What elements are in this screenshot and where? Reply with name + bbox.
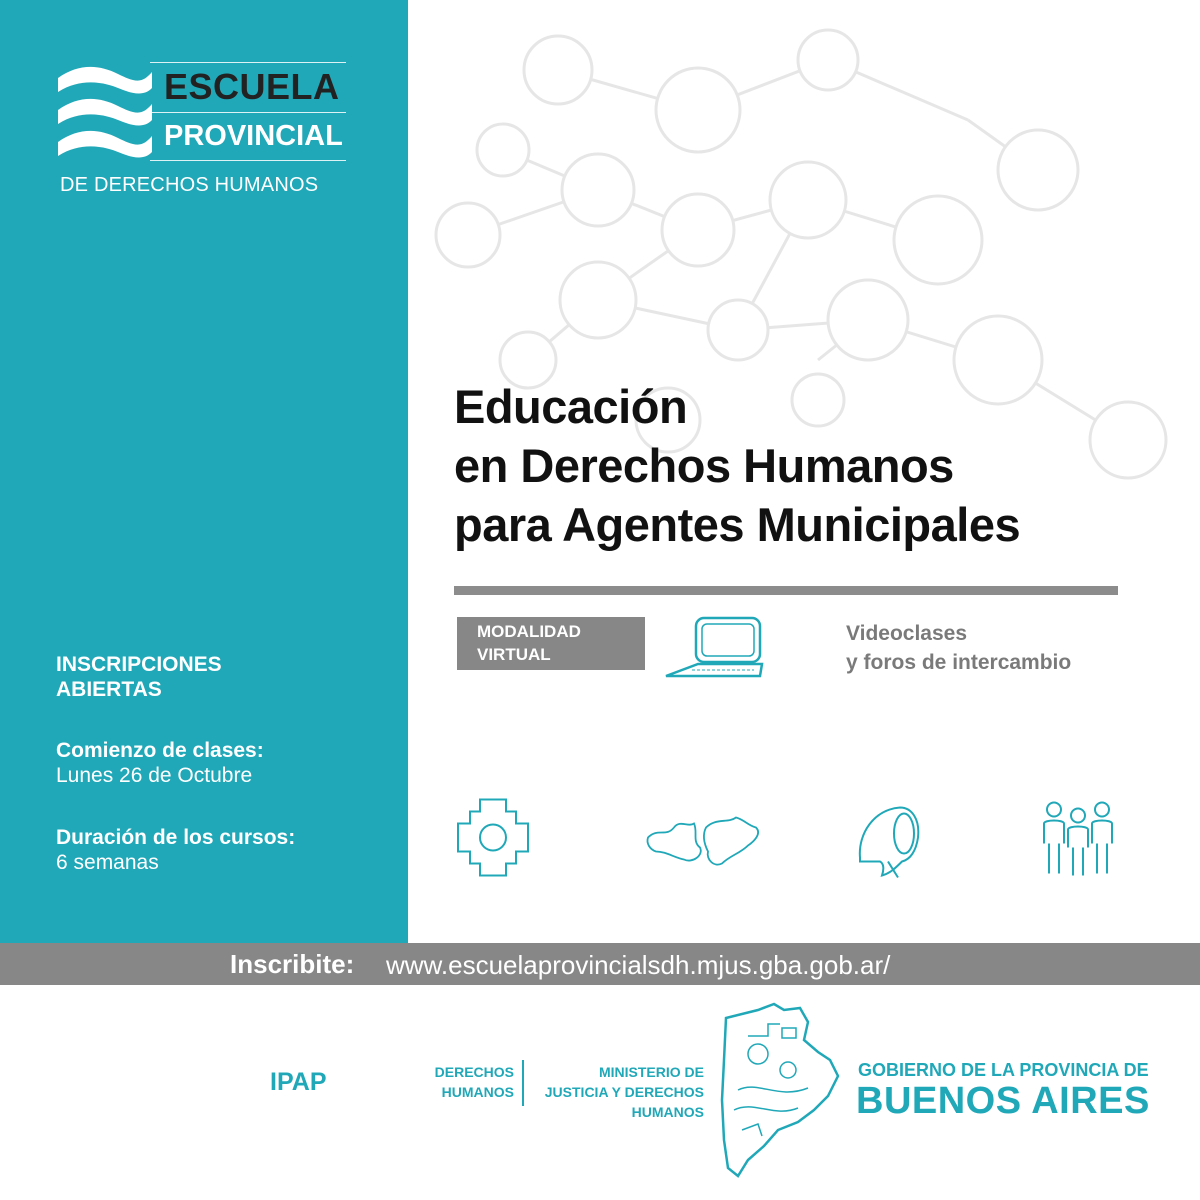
waves-logo-icon [58,62,152,158]
video-description [846,619,1071,677]
comienzo-block [56,738,264,788]
chakana-icon [456,795,530,880]
modalidad-badge [457,617,645,670]
duracion-block [56,825,295,875]
family-icon [1040,795,1116,880]
title-line1: Educación [454,380,688,433]
duracion-value: 6 semanas [56,851,159,874]
logo-escuela: ESCUELA [164,66,340,107]
ministerio-line1: MINISTERIO DE [598,1064,704,1080]
malvinas-map-icon [644,795,764,880]
comienzo-label: Comienzo de clases: [56,739,264,762]
course-title [454,377,1020,554]
ministerio-line2: JUSTICIA Y DERECHOS [544,1084,704,1100]
title-line3: para Agentes Municipales [454,498,1021,551]
ddhh-line1: DERECHOS [434,1064,514,1080]
logo-ddhh: DE DERECHOS HUMANOS [60,174,319,196]
inscribite-label: Inscribite: [230,949,355,979]
registration-url-link[interactable]: www.escuelaprovincialsdh.mjus.gba.gob.ar/ [386,950,891,980]
ddhh-line2: HUMANOS [441,1084,514,1100]
title-line2: en Derechos Humanos [454,439,954,492]
ipap-logo: IPAP [270,1068,327,1096]
logo-provincial: PROVINCIAL [164,120,343,152]
inscripciones-line1: INSCRIPCIONES [56,653,222,676]
inscripciones-heading [56,652,222,702]
logo-divider-bottom [150,160,346,161]
comienzo-value: Lunes 26 de Octubre [56,764,253,787]
footer-divider [522,1060,524,1106]
laptop-icon [662,614,768,680]
logo-divider-mid [150,112,346,113]
video-line1: Videoclases [846,622,968,645]
ministerio-logo [530,1062,704,1122]
buenos-aires-label: BUENOS AIRES [856,1080,1150,1122]
modalidad-line2: VIRTUAL [477,645,551,664]
ddhh-logo [420,1062,514,1102]
white-headscarf-icon [850,795,926,880]
logo-divider-top [150,62,346,63]
ministerio-line3: HUMANOS [631,1104,704,1120]
gobierno-label: GOBIERNO DE LA PROVINCIA DE [858,1060,1149,1080]
province-map-icon [718,1000,842,1178]
inscripciones-line2: ABIERTAS [56,678,162,701]
title-rule [454,586,1118,595]
modalidad-line1: MODALIDAD [477,622,581,641]
video-line2: y foros de intercambio [846,651,1072,674]
duracion-label: Duración de los cursos: [56,826,296,849]
